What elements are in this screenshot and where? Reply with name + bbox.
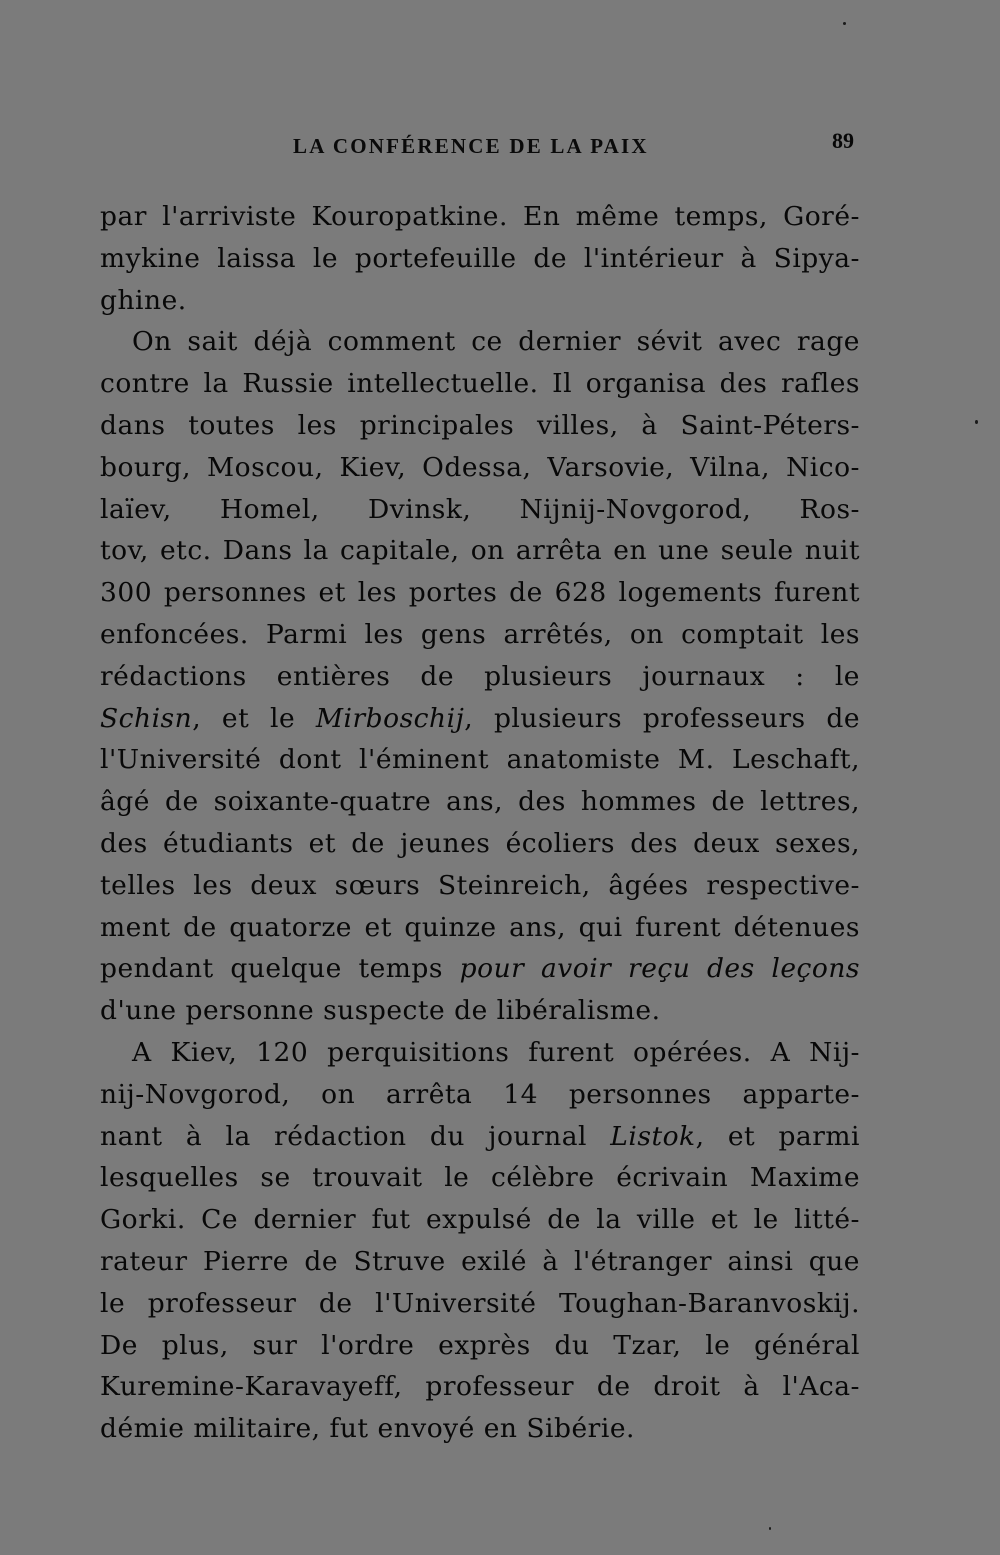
text-line: d'une personne suspecte de libéralisme. [100,995,661,1027]
text-segment: , plusieurs professeurs de [464,702,861,734]
text-line: Kuremine-Karavayeff, professeur de droit à l'Aca- [100,1371,860,1403]
text-line: mykine laissa le portefeuille de l'intérieur à Sipya- [100,242,860,274]
text-line: ghine. [100,284,187,316]
text-line: rédactions entières de plusieurs journaux : le [100,660,860,692]
text-line: rateur Pierre de Struve exilé à l'étranger ainsi que [100,1245,860,1277]
text-line: 300 personnes et les portes de 628 logements furent [100,577,860,609]
text-line: ment de quatorze et quinze ans, qui furent détenues [100,911,860,943]
text-segment: pendant quelque temps [100,953,460,985]
text-line: contre la Russie intellectuelle. Il organisa des rafles [100,368,860,400]
text-line: nij-Novgorod, on arrêta 14 personnes apparte- [100,1078,860,1110]
body-text [100,196,860,1450]
text-line: Gorki. Ce dernier fut expulsé de la ville et le litté- [100,1204,860,1236]
scan-speck [769,1527,771,1530]
text-line: par l'arriviste Kouropatkine. En même temps, Goré- [100,201,860,232]
text-line: dans toutes les principales villes, à Saint-Péters- [100,409,860,441]
running-title: LA CONFÉRENCE DE LA PAIX [293,134,649,158]
text-line: l'Université dont l'éminent anatomiste M. Leschaft, [100,744,860,776]
scan-speck [843,22,846,25]
page-number: 89 [832,128,854,153]
text-line: De plus, sur l'ordre exprès du Tzar, le général [100,1329,860,1361]
text-line: le professeur de l'Université Toughan-Baranvoskij. [100,1287,860,1319]
text-line: démie militaire, fut envoyé en Sibérie. [100,1413,635,1445]
scan-speck [975,420,978,424]
italic-segment: Mirboschij [315,702,465,734]
text-line: On sait déjà comment ce dernier sévit avec rage [132,326,860,358]
text-segment: , et parmi [695,1120,860,1152]
italic-segment: Listok [610,1120,696,1152]
text-line: des étudiants et de jeunes écoliers des deux sexes, [100,827,860,859]
text-line: bourg, Moscou, Kiev, Odessa, Varsovie, Vilna, Nico- [100,451,860,483]
text-line [100,698,860,740]
italic-segment: Schisn [100,702,193,734]
text-line: laïev, Homel, Dvinsk, Nijnij-Novgorod, Ros- [100,493,860,525]
text-line: lesquelles se trouvait le célèbre écrivain Maxime [100,1162,860,1194]
text-line [100,1116,860,1158]
text-line: A Kiev, 120 perquisitions furent opérées. A Nij- [132,1036,860,1068]
text-line: âgé de soixante-quatre ans, des hommes de lettres, [100,786,860,818]
text-line: enfoncées. Parmi les gens arrêtés, on comptait les [100,618,860,650]
text-segment: , et le [192,702,316,734]
text-line: telles les deux sœurs Steinreich, âgées respective- [100,869,860,901]
text-line: tov, etc. Dans la capitale, on arrêta en une seule nuit [100,535,860,567]
text-line [100,948,860,990]
text-segment: nant à la rédaction du journal [100,1120,611,1152]
italic-segment: pour avoir reçu des leçons [459,953,861,985]
